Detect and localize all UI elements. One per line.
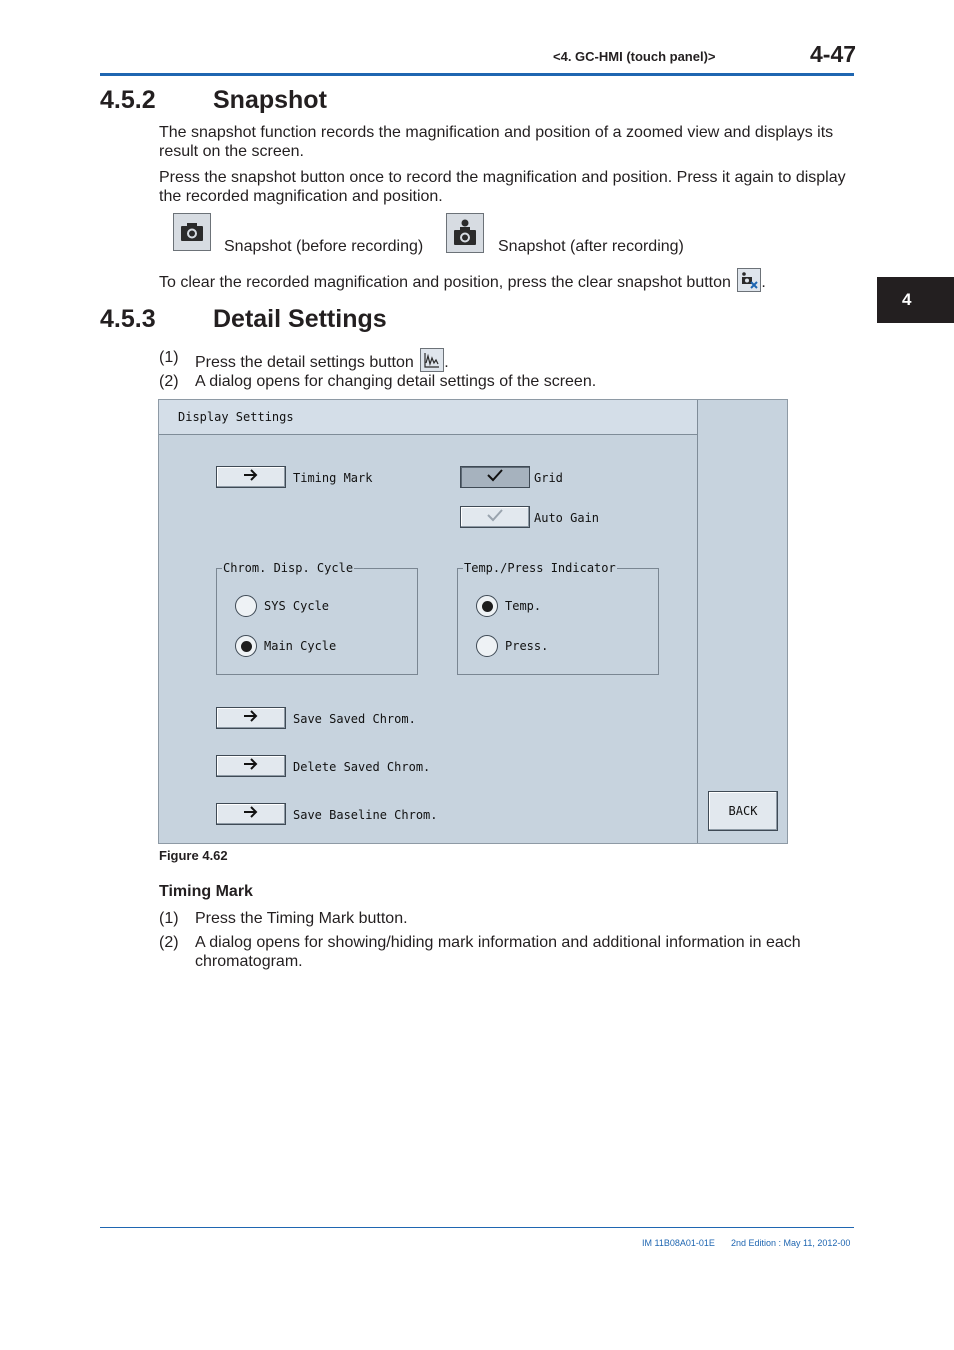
display-settings-dialog: [158, 399, 788, 844]
save-baseline-chrom-button[interactable]: [216, 803, 286, 825]
save-saved-chrom-label: Save Saved Chrom.: [293, 712, 416, 726]
chrom-disp-cycle-group: [216, 561, 418, 675]
group-legend: Chrom. Disp. Cycle: [223, 561, 354, 575]
footer-rule: [100, 1227, 854, 1228]
step-text: A dialog opens for changing detail settings of the screen.: [195, 373, 597, 390]
clear-snapshot-text: [159, 268, 766, 292]
checkmark-icon: [486, 468, 504, 487]
timing-mark-heading: Timing Mark: [159, 883, 253, 900]
dialog-title: Display Settings: [178, 410, 294, 424]
timing-mark-label: Timing Mark: [293, 471, 373, 485]
clear-snapshot-sentence: To clear the recorded magnification and position, press the clear snapshot button: [159, 274, 731, 291]
figure-caption: Figure 4.62: [159, 848, 228, 863]
running-header-chapter: <4. GC-HMI (touch panel)>: [553, 49, 716, 64]
sys-cycle-label: SYS Cycle: [264, 599, 330, 613]
page-number: 4-47: [810, 41, 857, 67]
snapshot-paragraph-1: The snapshot function records the magnification and position of a zoomed view and displays its result on the screen.: [159, 124, 834, 160]
chapter-tab: 4: [877, 277, 954, 323]
arrow-right-icon: [243, 805, 259, 823]
main-cycle-radio[interactable]: [235, 635, 257, 657]
step-text: Press the Timing Mark button.: [195, 910, 408, 927]
clear-snapshot-period: .: [761, 274, 766, 291]
delete-saved-chrom-button[interactable]: [216, 755, 286, 777]
header-rule: [100, 73, 854, 76]
section-number: 4.5.3: [100, 305, 156, 333]
sys-cycle-radio[interactable]: [235, 595, 257, 617]
step-number: (2): [159, 934, 179, 951]
auto-gain-label: Auto Gain: [534, 511, 600, 525]
step-text: A dialog opens for showing/hiding mark information and additional information in each chromatogram.: [195, 934, 801, 970]
section-number: 4.5.2: [100, 86, 156, 114]
camera-icon: [173, 213, 211, 251]
camera-recorded-icon: [446, 213, 484, 253]
clear-snapshot-icon: [737, 268, 761, 292]
arrow-right-icon: [243, 757, 259, 775]
detail-settings-icon: [420, 348, 444, 372]
step-number: (2): [159, 373, 179, 390]
section-heading-detail-settings: [100, 305, 600, 335]
section-heading-snapshot: [100, 86, 600, 116]
section-title: Snapshot: [213, 86, 327, 114]
back-button[interactable]: [708, 791, 778, 831]
grid-label: Grid: [534, 471, 563, 485]
checkmark-icon: [486, 508, 504, 527]
delete-saved-chrom-label: Delete Saved Chrom.: [293, 760, 431, 774]
radio-selected-dot: [241, 641, 252, 652]
step-period: .: [444, 354, 449, 371]
group-legend: Temp./Press Indicator: [464, 561, 616, 575]
temp-label: Temp.: [505, 599, 542, 613]
back-button-label: BACK: [728, 804, 758, 818]
snapshot-after-label: Snapshot (after recording): [498, 238, 684, 255]
press-label: Press.: [505, 639, 549, 653]
arrow-right-icon: [243, 468, 259, 486]
auto-gain-checkbox[interactable]: [460, 506, 530, 528]
save-saved-chrom-button[interactable]: [216, 707, 286, 729]
temp-press-indicator-group: [457, 561, 659, 675]
step-text: [195, 348, 449, 372]
snapshot-before-label: Snapshot (before recording): [224, 238, 424, 255]
timing-mark-button[interactable]: [216, 466, 286, 488]
document-id: IM 11B08A01-01E: [642, 1238, 715, 1248]
step-number: (1): [159, 349, 179, 366]
radio-selected-dot: [482, 601, 493, 612]
edition-date: 2nd Edition : May 11, 2012-00: [731, 1238, 851, 1248]
step-sentence: Press the detail settings button: [195, 354, 414, 371]
arrow-right-icon: [243, 709, 259, 727]
temp-radio[interactable]: [476, 595, 498, 617]
step-number: (1): [159, 910, 179, 927]
snapshot-paragraph-2: Press the snapshot button once to record the magnification and position. Press it again to display the recorded magnification and position.: [159, 169, 846, 205]
dialog-side-divider: [697, 400, 698, 843]
save-baseline-chrom-label: Save Baseline Chrom.: [293, 808, 438, 822]
grid-checkbox[interactable]: [460, 466, 530, 488]
main-cycle-label: Main Cycle: [264, 639, 337, 653]
section-title: Detail Settings: [213, 305, 387, 333]
press-radio[interactable]: [476, 635, 498, 657]
